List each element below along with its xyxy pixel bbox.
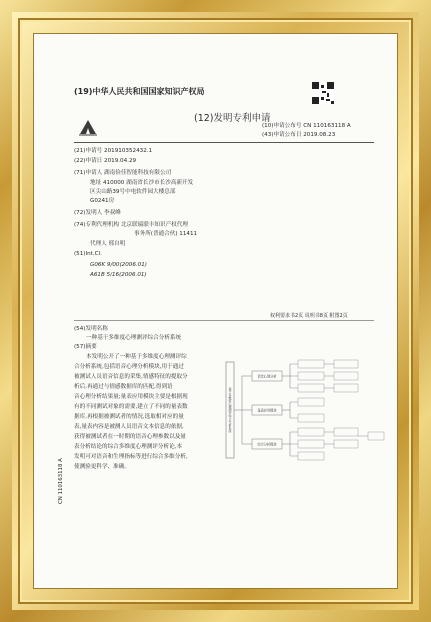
address-line-1: 地址 410000 湖南省长沙市长沙高新开发 <box>90 180 194 186</box>
cnipa-logo-icon <box>78 118 98 136</box>
application-number: (21)申请号 201910352432.1 <box>74 148 153 154</box>
address-line-3: G0241房 <box>90 198 115 204</box>
document-type: (12)发明专利申请 <box>194 113 271 124</box>
int-cl-label: (51)Int.Cl. <box>74 251 102 257</box>
section-rule <box>74 320 374 321</box>
qr-code-icon <box>312 82 334 104</box>
agent: 代理人 邢自明 <box>90 241 126 247</box>
applicant: (71)申请人 湖南俭佳智能科技有限公司 <box>74 170 172 176</box>
office-name: (19)中华人民共和国国家知识产权局 <box>74 87 205 96</box>
abstract-line: 被测试人员语音信息的采集,情感特征的提取分 <box>74 374 188 380</box>
abstract-line: 有的不同测试对象的需要,建立了不同的量表数 <box>74 404 188 410</box>
abstract-line: 据库,再根据被测试者的情况,选取相对应的量 <box>74 414 184 420</box>
ipc-code-1: G06K 9/00(2006.01) <box>90 262 147 268</box>
page-counts: 权利要求书2页 说明书8页 附图2页 <box>270 313 348 319</box>
abstract-line: 音心理分析结果量;量表应用模块主要是根据现 <box>74 394 188 400</box>
spine-publication-number: CN 110163118 A <box>58 458 64 504</box>
abstract-line: 表,量表内容是被测人员语音文本信息的依据, <box>74 424 184 430</box>
diagram-branch-label: 语音心理分析 <box>257 374 277 379</box>
system-diagram <box>224 358 386 462</box>
diagram-branch-label: 量表应用模块 <box>257 408 277 413</box>
inventor: (72)发明人 李叔峰 <box>74 210 121 216</box>
application-date: (22)申请日 2019.04.29 <box>74 158 137 164</box>
diagram-branch-label: 综合分析模块 <box>257 442 277 447</box>
publication-date: (43)申请公布日 2019.08.23 <box>262 132 336 138</box>
abstract-line: 使测验更科学、准确。 <box>74 464 130 470</box>
certificate-paper <box>34 34 397 588</box>
ipc-code-2: A61B 5/16(2006.01) <box>90 272 147 278</box>
diagram-root-label: 基于多维度心理测评综合分析系统 <box>228 387 232 433</box>
agency-line-2: 事务所(普通合伙) 11411 <box>134 231 198 237</box>
abstract-line: 表分析结论的综合多维度心理测评分析论,本 <box>74 444 183 450</box>
agency-line-1: (74)专利代理机构 北京联瑞联丰知识产权代理 <box>74 222 188 228</box>
abstract-line: 发明可对语音和生理指标等进行综合多维分析, <box>74 454 188 460</box>
title-label: (54)发明名称 <box>74 326 108 332</box>
abstract-label: (57)摘要 <box>74 344 97 350</box>
abstract-line: 合分析系统,包括语音心理分析模块,用于通过 <box>74 364 184 370</box>
invention-title: 一种基于多维度心理测评综合分析系统 <box>86 335 182 341</box>
address-line-2: 区尖山路39号中电软件园大楼总部 <box>90 189 176 195</box>
abstract-line: 获得被测试者在一时期的语音心理参数以及量 <box>74 434 186 440</box>
header-rule <box>74 142 374 143</box>
publication-number: (10)申请公布号 CN 110163118 A <box>262 123 351 129</box>
abstract-line: 本发明公开了一种基于多维度心理测评综 <box>86 354 187 360</box>
abstract-line: 析后,再通过与情感数据库的匹配,得到语 <box>74 384 173 390</box>
